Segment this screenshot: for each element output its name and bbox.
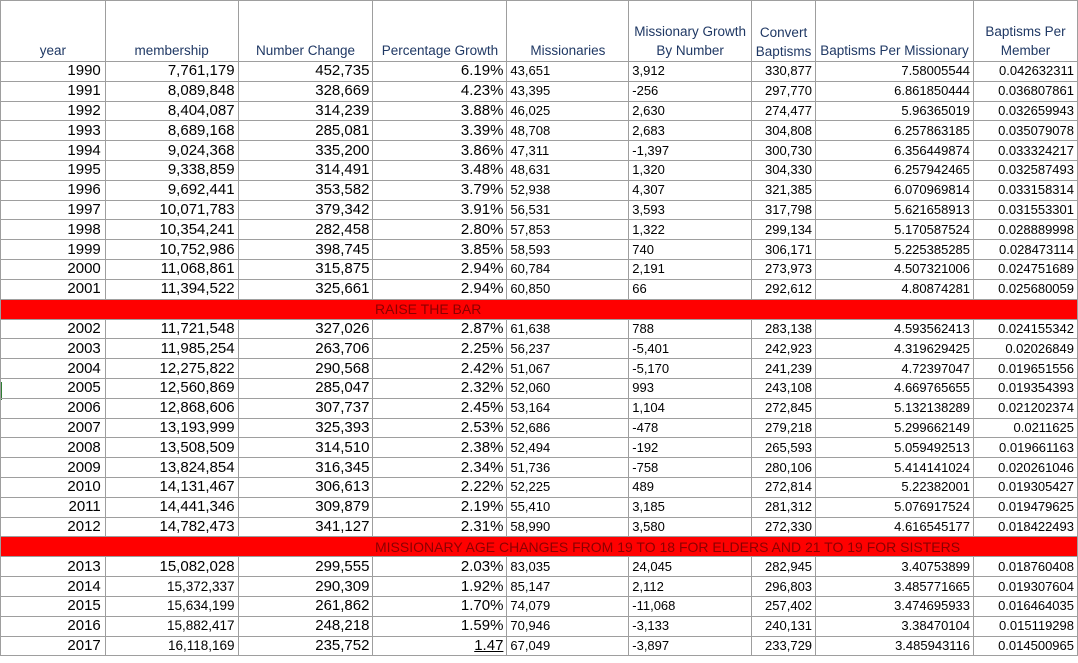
number-change-cell[interactable]: 335,200: [238, 141, 373, 161]
baptisms-per-missionary-cell[interactable]: 5.22382001: [816, 477, 974, 497]
missionary-growth-cell[interactable]: -758: [629, 458, 752, 478]
missionaries-cell[interactable]: 43,651: [507, 62, 629, 82]
year-cell[interactable]: 2016: [1, 616, 106, 636]
table-row: [1, 240, 1078, 260]
table-row: [1, 200, 1078, 220]
membership-cell[interactable]: 16,118,169: [105, 636, 238, 656]
missionary-growth-cell[interactable]: 1,104: [629, 398, 752, 418]
convert-baptisms-cell[interactable]: 304,330: [752, 160, 816, 180]
missionaries-cell[interactable]: 83,035: [507, 557, 629, 577]
baptisms-per-missionary-cell[interactable]: 5.076917524: [816, 497, 974, 517]
table-row: [1, 81, 1078, 101]
banner-row: [1, 299, 1078, 319]
missionaries-cell[interactable]: 52,686: [507, 418, 629, 438]
number-change-cell[interactable]: 306,613: [238, 477, 373, 497]
header-convert-baptisms[interactable]: Convert Baptisms: [752, 1, 816, 62]
baptisms-per-missionary-cell[interactable]: 5.170587524: [816, 220, 974, 240]
convert-baptisms-cell[interactable]: 241,239: [752, 359, 816, 379]
baptisms-per-missionary-cell[interactable]: 4.593562413: [816, 319, 974, 339]
missionary-growth-cell[interactable]: -478: [629, 418, 752, 438]
baptisms-per-missionary-cell[interactable]: 5.621658913: [816, 200, 974, 220]
banner-cell[interactable]: [1, 299, 1078, 319]
baptisms-per-member-cell[interactable]: 0.032587493: [974, 160, 1078, 180]
baptisms-per-member-cell[interactable]: 0.021202374: [974, 398, 1078, 418]
missionary-growth-cell[interactable]: 3,185: [629, 497, 752, 517]
missionary-growth-cell[interactable]: 993: [629, 378, 752, 398]
baptisms-per-missionary-cell[interactable]: 7.58005544: [816, 62, 974, 82]
percentage-growth-cell[interactable]: 3.79%: [373, 180, 507, 200]
convert-baptisms-cell[interactable]: 300,730: [752, 141, 816, 161]
missionaries-cell[interactable]: 53,164: [507, 398, 629, 418]
year-cell[interactable]: 2006: [1, 398, 106, 418]
baptisms-per-member-cell[interactable]: 0.015119298: [974, 616, 1078, 636]
convert-baptisms-cell[interactable]: 283,138: [752, 319, 816, 339]
percentage-growth-cell[interactable]: 1.92%: [373, 577, 507, 597]
year-cell[interactable]: 1991: [1, 81, 106, 101]
baptisms-per-member-cell[interactable]: 0.0211625: [974, 418, 1078, 438]
year-cell[interactable]: 2003: [1, 339, 106, 359]
number-change-cell[interactable]: 328,669: [238, 81, 373, 101]
year-cell[interactable]: 2002: [1, 319, 106, 339]
percentage-growth-cell[interactable]: 2.03%: [373, 557, 507, 577]
membership-cell[interactable]: 13,824,854: [105, 458, 238, 478]
membership-cell[interactable]: 15,634,199: [105, 596, 238, 616]
membership-cell[interactable]: 15,372,337: [105, 577, 238, 597]
number-change-cell[interactable]: 452,735: [238, 62, 373, 82]
baptisms-per-missionary-cell[interactable]: 5.299662149: [816, 418, 974, 438]
missionary-growth-cell[interactable]: 2,630: [629, 101, 752, 121]
baptisms-per-missionary-cell[interactable]: 4.507321006: [816, 259, 974, 279]
number-change-cell[interactable]: 325,661: [238, 279, 373, 299]
convert-baptisms-cell[interactable]: 243,108: [752, 378, 816, 398]
missionary-growth-cell[interactable]: 66: [629, 279, 752, 299]
baptisms-per-member-cell[interactable]: 0.032659943: [974, 101, 1078, 121]
percentage-growth-cell[interactable]: 3.39%: [373, 121, 507, 141]
missionary-growth-cell[interactable]: -256: [629, 81, 752, 101]
missionaries-cell[interactable]: 48,708: [507, 121, 629, 141]
baptisms-per-missionary-cell[interactable]: 5.132138289: [816, 398, 974, 418]
membership-cell[interactable]: 8,404,087: [105, 101, 238, 121]
convert-baptisms-cell[interactable]: 304,808: [752, 121, 816, 141]
membership-cell[interactable]: 8,689,168: [105, 121, 238, 141]
missionary-growth-cell[interactable]: -192: [629, 438, 752, 458]
missionary-growth-cell[interactable]: -5,170: [629, 359, 752, 379]
banner-cell[interactable]: [1, 537, 1078, 557]
table-row: [1, 596, 1078, 616]
number-change-cell[interactable]: 398,745: [238, 240, 373, 260]
missionaries-cell[interactable]: 51,736: [507, 458, 629, 478]
percentage-growth-cell[interactable]: 2.38%: [373, 438, 507, 458]
year-cell[interactable]: 2010: [1, 477, 106, 497]
percentage-growth-cell[interactable]: 3.86%: [373, 141, 507, 161]
membership-cell[interactable]: 12,560,869: [105, 378, 238, 398]
missionary-growth-cell[interactable]: 3,593: [629, 200, 752, 220]
year-cell[interactable]: 2017: [1, 636, 106, 656]
baptisms-per-member-cell[interactable]: 0.031553301: [974, 200, 1078, 220]
year-cell[interactable]: 2013: [1, 557, 106, 577]
baptisms-per-member-cell[interactable]: 0.033324217: [974, 141, 1078, 161]
baptisms-per-missionary-cell[interactable]: 3.40753899: [816, 557, 974, 577]
baptisms-per-missionary-cell[interactable]: 6.861850444: [816, 81, 974, 101]
baptisms-per-member-cell[interactable]: 0.014500965: [974, 636, 1078, 656]
missionaries-cell[interactable]: 70,946: [507, 616, 629, 636]
baptisms-per-missionary-cell[interactable]: 6.070969814: [816, 180, 974, 200]
number-change-cell[interactable]: 309,879: [238, 497, 373, 517]
percentage-growth-cell[interactable]: 2.87%: [373, 319, 507, 339]
number-change-cell[interactable]: 299,555: [238, 557, 373, 577]
year-cell[interactable]: 1998: [1, 220, 106, 240]
percentage-growth-cell[interactable]: 1.59%: [373, 616, 507, 636]
number-change-cell[interactable]: 314,239: [238, 101, 373, 121]
header-membership[interactable]: membership: [105, 1, 238, 62]
convert-baptisms-cell[interactable]: 274,477: [752, 101, 816, 121]
year-cell[interactable]: 1996: [1, 180, 106, 200]
convert-baptisms-cell[interactable]: 317,798: [752, 200, 816, 220]
missionaries-cell[interactable]: 60,850: [507, 279, 629, 299]
number-change-cell[interactable]: 314,491: [238, 160, 373, 180]
table-row: [1, 577, 1078, 597]
percentage-growth-cell[interactable]: 2.80%: [373, 220, 507, 240]
missionary-growth-cell[interactable]: 788: [629, 319, 752, 339]
convert-baptisms-cell[interactable]: 281,312: [752, 497, 816, 517]
baptisms-per-missionary-cell[interactable]: 3.485943116: [816, 636, 974, 656]
missionaries-cell[interactable]: 51,067: [507, 359, 629, 379]
convert-baptisms-cell[interactable]: 272,330: [752, 517, 816, 537]
membership-cell[interactable]: 10,071,783: [105, 200, 238, 220]
baptisms-per-missionary-cell[interactable]: 3.485771665: [816, 577, 974, 597]
baptisms-per-member-cell[interactable]: 0.035079078: [974, 121, 1078, 141]
membership-cell[interactable]: 10,752,986: [105, 240, 238, 260]
missionary-growth-cell[interactable]: -11,068: [629, 596, 752, 616]
missionary-growth-cell[interactable]: -1,397: [629, 141, 752, 161]
baptisms-per-member-cell[interactable]: 0.02026849: [974, 339, 1078, 359]
year-cell[interactable]: 1995: [1, 160, 106, 180]
year-cell[interactable]: 2009: [1, 458, 106, 478]
convert-baptisms-cell[interactable]: 330,877: [752, 62, 816, 82]
banner-text: RAISE THE BAR: [375, 301, 482, 318]
convert-baptisms-cell[interactable]: 265,593: [752, 438, 816, 458]
percentage-growth-cell[interactable]: 2.25%: [373, 339, 507, 359]
table-row: [1, 398, 1078, 418]
table-row: [1, 339, 1078, 359]
percentage-growth-cell[interactable]: 3.85%: [373, 240, 507, 260]
percentage-growth-cell[interactable]: 2.42%: [373, 359, 507, 379]
missionary-growth-cell[interactable]: 489: [629, 477, 752, 497]
table-row: [1, 160, 1078, 180]
convert-baptisms-cell[interactable]: 272,814: [752, 477, 816, 497]
year-cell[interactable]: 1994: [1, 141, 106, 161]
year-cell[interactable]: 2008: [1, 438, 106, 458]
membership-cell[interactable]: 14,441,346: [105, 497, 238, 517]
year-cell[interactable]: 1993: [1, 121, 106, 141]
year-cell[interactable]: 2007: [1, 418, 106, 438]
banner-text: MISSIONARY AGE CHANGES FROM 19 TO 18 FOR ELDERS AND 21 TO 19 FOR SISTERS: [375, 538, 961, 555]
convert-baptisms-cell[interactable]: 240,131: [752, 616, 816, 636]
baptisms-per-member-cell[interactable]: 0.016464035: [974, 596, 1078, 616]
convert-baptisms-cell[interactable]: 273,973: [752, 259, 816, 279]
year-cell[interactable]: 2012: [1, 517, 106, 537]
membership-cell[interactable]: 15,082,028: [105, 557, 238, 577]
missionary-growth-cell[interactable]: 2,683: [629, 121, 752, 141]
missionary-growth-cell[interactable]: 4,307: [629, 180, 752, 200]
missionary-growth-cell[interactable]: -3,133: [629, 616, 752, 636]
table-row: [1, 259, 1078, 279]
year-cell[interactable]: 1990: [1, 62, 106, 82]
missionaries-cell[interactable]: 52,938: [507, 180, 629, 200]
baptisms-per-member-cell[interactable]: 0.042632311: [974, 62, 1078, 82]
year-cell[interactable]: 2004: [1, 359, 106, 379]
baptisms-per-missionary-cell[interactable]: 5.96365019: [816, 101, 974, 121]
baptisms-per-member-cell[interactable]: 0.019354393: [974, 378, 1078, 398]
membership-cell[interactable]: 13,193,999: [105, 418, 238, 438]
missionaries-cell[interactable]: 56,531: [507, 200, 629, 220]
missionary-growth-cell[interactable]: -3,897: [629, 636, 752, 656]
membership-cell[interactable]: 15,882,417: [105, 616, 238, 636]
baptisms-per-missionary-cell[interactable]: 5.414141024: [816, 458, 974, 478]
header-baptisms-per-member[interactable]: Baptisms Per Member: [974, 1, 1078, 62]
convert-baptisms-cell[interactable]: 282,945: [752, 557, 816, 577]
percentage-growth-cell[interactable]: 2.31%: [373, 517, 507, 537]
convert-baptisms-cell[interactable]: 321,385: [752, 180, 816, 200]
number-change-cell[interactable]: 285,081: [238, 121, 373, 141]
table-row: [1, 141, 1078, 161]
missionaries-cell[interactable]: 47,311: [507, 141, 629, 161]
percentage-growth-cell[interactable]: 4.23%: [373, 81, 507, 101]
baptisms-per-missionary-cell[interactable]: 3.474695933: [816, 596, 974, 616]
table-row: [1, 359, 1078, 379]
missionary-growth-cell[interactable]: -5,401: [629, 339, 752, 359]
number-change-cell[interactable]: 325,393: [238, 418, 373, 438]
percentage-growth-cell[interactable]: 2.32%: [373, 378, 507, 398]
baptisms-per-member-cell[interactable]: 0.018422493: [974, 517, 1078, 537]
baptisms-per-missionary-cell[interactable]: 4.80874281: [816, 279, 974, 299]
table-row: [1, 101, 1078, 121]
header-row: [1, 1, 1078, 62]
missionaries-cell[interactable]: 67,049: [507, 636, 629, 656]
missionaries-cell[interactable]: 52,494: [507, 438, 629, 458]
baptisms-per-missionary-cell[interactable]: 6.356449874: [816, 141, 974, 161]
convert-baptisms-cell[interactable]: 280,106: [752, 458, 816, 478]
header-missionaries[interactable]: Missionaries: [507, 1, 629, 62]
year-cell[interactable]: 1997: [1, 200, 106, 220]
header-number-change[interactable]: Number Change: [238, 1, 373, 62]
membership-cell[interactable]: 11,068,861: [105, 259, 238, 279]
missionary-growth-cell[interactable]: 2,112: [629, 577, 752, 597]
membership-cell[interactable]: 9,024,368: [105, 141, 238, 161]
table-row: [1, 121, 1078, 141]
baptisms-per-missionary-cell[interactable]: 4.669765655: [816, 378, 974, 398]
table-row: [1, 458, 1078, 478]
convert-baptisms-cell[interactable]: 279,218: [752, 418, 816, 438]
year-cell[interactable]: 2011: [1, 497, 106, 517]
percentage-growth-cell[interactable]: 2.94%: [373, 259, 507, 279]
convert-baptisms-cell[interactable]: 257,402: [752, 596, 816, 616]
missionaries-cell[interactable]: 61,638: [507, 319, 629, 339]
percentage-growth-cell[interactable]: 2.22%: [373, 477, 507, 497]
year-cell[interactable]: 2014: [1, 577, 106, 597]
percentage-growth-cell[interactable]: 3.88%: [373, 101, 507, 121]
missionary-growth-cell[interactable]: 2,191: [629, 259, 752, 279]
table-row: [1, 636, 1078, 656]
missionary-growth-cell[interactable]: 24,045: [629, 557, 752, 577]
percentage-growth-cell[interactable]: [373, 636, 507, 656]
membership-cell[interactable]: 11,721,548: [105, 319, 238, 339]
membership-cell[interactable]: 12,868,606: [105, 398, 238, 418]
missionaries-cell[interactable]: 43,395: [507, 81, 629, 101]
membership-cell[interactable]: 9,692,441: [105, 180, 238, 200]
header-missionary-growth[interactable]: Missionary Growth By Number: [629, 1, 752, 62]
membership-cell[interactable]: 11,394,522: [105, 279, 238, 299]
membership-cell[interactable]: 14,782,473: [105, 517, 238, 537]
baptisms-per-member-cell[interactable]: 0.025680059: [974, 279, 1078, 299]
table-row: [1, 62, 1078, 82]
missionaries-cell[interactable]: 46,025: [507, 101, 629, 121]
convert-baptisms-cell[interactable]: 296,803: [752, 577, 816, 597]
number-change-cell[interactable]: 290,568: [238, 359, 373, 379]
table-row: [1, 557, 1078, 577]
convert-baptisms-cell[interactable]: 272,845: [752, 398, 816, 418]
baptisms-per-missionary-cell[interactable]: 4.319629425: [816, 339, 974, 359]
baptisms-per-member-cell[interactable]: 0.024155342: [974, 319, 1078, 339]
table-row: [1, 319, 1078, 339]
missionaries-cell[interactable]: 60,784: [507, 259, 629, 279]
baptisms-per-member-cell[interactable]: 0.024751689: [974, 259, 1078, 279]
table-row: [1, 438, 1078, 458]
year-cell[interactable]: 1999: [1, 240, 106, 260]
percentage-growth-cell[interactable]: 1.70%: [373, 596, 507, 616]
percentage-growth-cell[interactable]: 2.19%: [373, 497, 507, 517]
baptisms-per-member-cell[interactable]: 0.019307604: [974, 577, 1078, 597]
membership-cell[interactable]: 13,508,509: [105, 438, 238, 458]
table-row: [1, 497, 1078, 517]
number-change-cell[interactable]: 307,737: [238, 398, 373, 418]
baptisms-per-missionary-cell[interactable]: 6.257942465: [816, 160, 974, 180]
missionaries-cell[interactable]: 48,631: [507, 160, 629, 180]
number-change-cell[interactable]: 282,458: [238, 220, 373, 240]
number-change-cell[interactable]: 341,127: [238, 517, 373, 537]
percentage-growth-cell[interactable]: 3.91%: [373, 200, 507, 220]
missionary-growth-cell[interactable]: 1,322: [629, 220, 752, 240]
number-change-cell[interactable]: 263,706: [238, 339, 373, 359]
baptisms-per-missionary-cell[interactable]: 4.616545177: [816, 517, 974, 537]
convert-baptisms-cell[interactable]: 233,729: [752, 636, 816, 656]
percentage-growth-cell[interactable]: 2.53%: [373, 418, 507, 438]
baptisms-per-missionary-cell[interactable]: 5.225385285: [816, 240, 974, 260]
baptisms-per-member-cell[interactable]: 0.028889998: [974, 220, 1078, 240]
percentage-growth-cell[interactable]: 6.19%: [373, 62, 507, 82]
number-change-cell[interactable]: 353,582: [238, 180, 373, 200]
convert-baptisms-cell[interactable]: 242,923: [752, 339, 816, 359]
membership-cell[interactable]: 9,338,859: [105, 160, 238, 180]
number-change-cell[interactable]: 290,309: [238, 577, 373, 597]
table-row: [1, 418, 1078, 438]
baptisms-per-member-cell[interactable]: 0.020261046: [974, 458, 1078, 478]
baptisms-per-member-cell[interactable]: 0.028473114: [974, 240, 1078, 260]
number-change-cell[interactable]: 261,862: [238, 596, 373, 616]
missionaries-cell[interactable]: 52,060: [507, 378, 629, 398]
convert-baptisms-cell[interactable]: 299,134: [752, 220, 816, 240]
baptisms-per-member-cell[interactable]: 0.036807861: [974, 81, 1078, 101]
year-cell[interactable]: 2001: [1, 279, 106, 299]
convert-baptisms-cell[interactable]: 297,770: [752, 81, 816, 101]
header-baptisms-per-missionary[interactable]: Baptisms Per Missionary: [816, 1, 974, 62]
missionaries-cell[interactable]: 74,079: [507, 596, 629, 616]
table-row: [1, 477, 1078, 497]
underlined-value: 1.47: [474, 636, 504, 654]
year-cell[interactable]: 2005: [1, 378, 106, 398]
table-row: [1, 220, 1078, 240]
membership-cell[interactable]: 10,354,241: [105, 220, 238, 240]
baptisms-per-member-cell[interactable]: 0.018760408: [974, 557, 1078, 577]
baptisms-per-member-cell[interactable]: 0.033158314: [974, 180, 1078, 200]
number-change-cell[interactable]: 314,510: [238, 438, 373, 458]
number-change-cell[interactable]: 316,345: [238, 458, 373, 478]
membership-cell[interactable]: 8,089,848: [105, 81, 238, 101]
number-change-cell[interactable]: 327,026: [238, 319, 373, 339]
baptisms-per-missionary-cell[interactable]: 3.38470104: [816, 616, 974, 636]
missionaries-cell[interactable]: 52,225: [507, 477, 629, 497]
baptisms-per-member-cell[interactable]: 0.019651556: [974, 359, 1078, 379]
header-percentage-growth[interactable]: Percentage Growth: [373, 1, 507, 62]
year-cell[interactable]: 2000: [1, 259, 106, 279]
percentage-growth-cell[interactable]: 3.48%: [373, 160, 507, 180]
table-row: [1, 616, 1078, 636]
baptisms-per-missionary-cell[interactable]: 4.72397047: [816, 359, 974, 379]
missionaries-cell[interactable]: 58,593: [507, 240, 629, 260]
year-cell[interactable]: 1992: [1, 101, 106, 121]
percentage-growth-cell[interactable]: 2.45%: [373, 398, 507, 418]
membership-cell[interactable]: 7,761,179: [105, 62, 238, 82]
missionaries-cell[interactable]: 55,410: [507, 497, 629, 517]
number-change-cell[interactable]: 285,047: [238, 378, 373, 398]
baptisms-per-member-cell[interactable]: 0.019479625: [974, 497, 1078, 517]
baptisms-per-missionary-cell[interactable]: 6.257863185: [816, 121, 974, 141]
convert-baptisms-cell[interactable]: 292,612: [752, 279, 816, 299]
table-row: [1, 517, 1078, 537]
missionaries-cell[interactable]: 56,237: [507, 339, 629, 359]
table-row: [1, 378, 1078, 398]
membership-cell[interactable]: 14,131,467: [105, 477, 238, 497]
baptisms-per-member-cell[interactable]: 0.019661163: [974, 438, 1078, 458]
missionaries-cell[interactable]: 57,853: [507, 220, 629, 240]
table-row: [1, 180, 1078, 200]
missionary-growth-cell[interactable]: 3,912: [629, 62, 752, 82]
number-change-cell[interactable]: 379,342: [238, 200, 373, 220]
missionary-growth-cell[interactable]: 3,580: [629, 517, 752, 537]
membership-cell[interactable]: 11,985,254: [105, 339, 238, 359]
missionaries-cell[interactable]: 58,990: [507, 517, 629, 537]
number-change-cell[interactable]: 235,752: [238, 636, 373, 656]
membership-cell[interactable]: 12,275,822: [105, 359, 238, 379]
percentage-growth-cell[interactable]: 2.34%: [373, 458, 507, 478]
baptisms-per-member-cell[interactable]: 0.019305427: [974, 477, 1078, 497]
year-cell[interactable]: 2015: [1, 596, 106, 616]
percentage-growth-cell[interactable]: 2.94%: [373, 279, 507, 299]
baptisms-per-missionary-cell[interactable]: 5.059492513: [816, 438, 974, 458]
header-year[interactable]: year: [1, 1, 106, 62]
missionaries-cell[interactable]: 85,147: [507, 577, 629, 597]
missionary-growth-cell[interactable]: 740: [629, 240, 752, 260]
banner-row: [1, 537, 1078, 557]
number-change-cell[interactable]: 248,218: [238, 616, 373, 636]
table-row: [1, 279, 1078, 299]
number-change-cell[interactable]: 315,875: [238, 259, 373, 279]
convert-baptisms-cell[interactable]: 306,171: [752, 240, 816, 260]
missionary-growth-cell[interactable]: 1,320: [629, 160, 752, 180]
